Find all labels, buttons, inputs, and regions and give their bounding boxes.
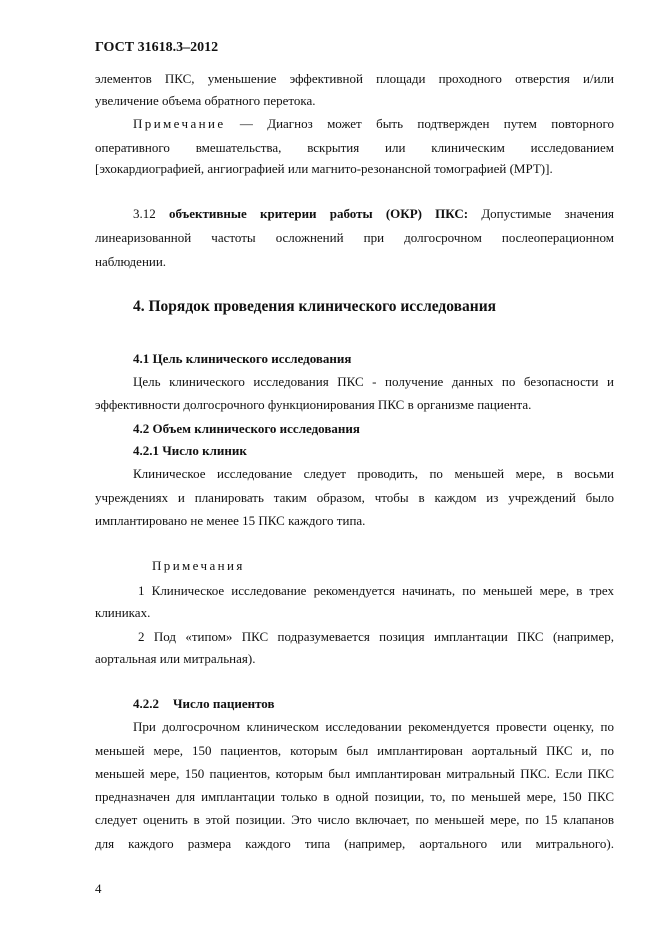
note-label: Примечание: [133, 116, 226, 131]
doc-header: ГОСТ 31618.3–2012: [95, 40, 219, 55]
body-line: элементов ПКС, уменьшение эффективной площади проходного отверстия и/или: [95, 71, 614, 86]
body-line: для каждого размера каждого типа (например, аортального или митрального).: [95, 836, 614, 851]
body-line: Цель клинического исследования ПКС - получение данных по безопасности и: [133, 374, 614, 389]
subsection-heading: 4.2.1 Число клиник: [133, 443, 247, 458]
note-line: оперативного вмешательства, вскрытия или клиническим исследованием: [95, 140, 614, 155]
page-number: 4: [95, 881, 102, 896]
subsection-heading: [133, 696, 275, 712]
body-line: Клиническое исследование следует проводить, по меньшей мере, в восьми: [133, 466, 614, 481]
definition-line: линеаризованной частоты осложнений при долгосрочном послеоперационном: [95, 230, 614, 245]
note-text: — Диагноз может быть подтвержден путем повторного: [225, 116, 614, 131]
definition-line: [133, 206, 614, 222]
definition-number: 3.12: [133, 206, 169, 221]
note-line: [133, 116, 614, 132]
note-line: 2 Под «типом» ПКС подразумевается позиция имплантации ПКС (например,: [138, 629, 614, 644]
body-line: эффективности долгосрочного функционирования ПКС в организме пациента.: [95, 397, 532, 412]
definition-text: Допустимые значения: [468, 206, 615, 221]
subsection-title: Число пациентов: [173, 696, 275, 711]
subsection-heading: 4.2 Объем клинического исследования: [133, 421, 360, 436]
note-line: 1 Клиническое исследование рекомендуется начинать, по меньшей мере, в трех: [138, 583, 614, 598]
body-line: меньшей мере, 150 пациентов, которым был имплантирован митральный ПКС. Если ПКС: [95, 766, 614, 781]
body-line: учреждениях и планировать таким образом, чтобы в каждом из учреждений было: [95, 490, 614, 505]
body-line: следует оценить в этой позиции. Это число включает, по меньшей мере, по 15 клапанов: [95, 812, 614, 827]
subsection-number: 4.2.2: [133, 696, 159, 711]
note-line: аортальная или митральная).: [95, 651, 256, 666]
section-heading: 4. Порядок проведения клинического исследования: [133, 298, 497, 315]
body-line: предназначен для имплантации только в одной позиции, то, по меньшей мере, 150 ПКС: [95, 789, 614, 804]
notes-heading: Примечания: [152, 558, 245, 573]
note-line: клиниках.: [95, 605, 151, 620]
body-line: увеличение объема обратного перетока.: [95, 93, 316, 108]
definition-term: объективные критерии работы (ОКР) ПКС:: [168, 206, 469, 221]
note-line: [эхокардиографией, ангиографией или магнито-резонансной томографией (МРТ)].: [95, 161, 553, 176]
definition-line: наблюдении.: [95, 254, 167, 269]
body-line: При долгосрочном клиническом исследовании рекомендуется провести оценку, по: [133, 719, 614, 734]
subsection-heading: 4.1 Цель клинического исследования: [133, 351, 352, 366]
body-line: имплантировано не менее 15 ПКС каждого типа.: [95, 513, 366, 528]
body-line: меньшей мере, 150 пациентов, которым был имплантирован аортальный ПКС и, по: [95, 743, 614, 758]
